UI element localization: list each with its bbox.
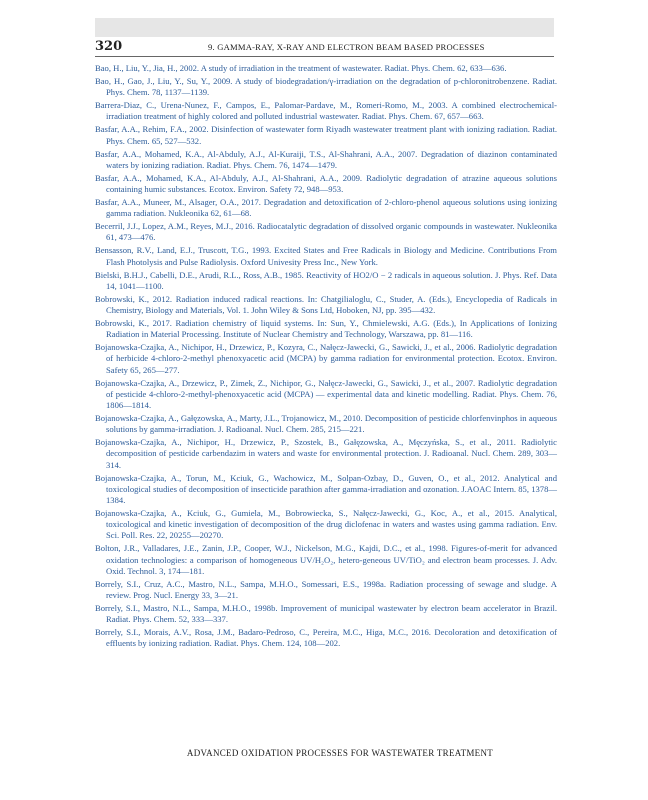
running-title: 9. GAMMA-RAY, X-RAY AND ELECTRON BEAM BASED PROCESSES (208, 42, 485, 52)
reference-item[interactable] (95, 342, 560, 376)
reference-item[interactable] (95, 543, 560, 577)
reference-text[interactable]: Bensasson, R.V., Land, E.J., Truscott, T.G., 1993. Excited States and Free Radicals in Biology and Medicine. Contributions From Flash Photolysis and Pulse Radiolysis. Oxford Univesity Press Inc., New York. (95, 245, 560, 267)
page-number: 320 (95, 39, 123, 54)
reference-item[interactable] (95, 269, 560, 292)
reference-item[interactable] (95, 197, 560, 219)
reference-item[interactable] (95, 508, 560, 542)
reference-text[interactable]: Bojanowska-Czajka, A., Drzewicz, P., Zimek, Z., Nichipor, G., Nałęcz-Jawecki, G., Sawicki, J., et al., 2007. Radiolytic degradation of pesticide 4-chloro-2-methyl-phenoxyacetic acid (MCPA) — experimental data and kinetic modelling. Radiat. Phys. Chem. 76, 1806—1814. (95, 377, 560, 411)
reference-item[interactable] (95, 603, 560, 625)
reference-text[interactable]: Bobrowski, K., 2017. Radiation chemistry of liquid systems. In: Sun, Y., Chmielewski, A.G. (Eds.), In Applications of Ionizing Radiation in Material Processing. Institute of Nuclear Chemistry and Technology, Warszawa, pp. 81—116. (95, 318, 560, 340)
reference-text[interactable]: Becerril, J.J., Lopez, A.M., Reyes, M.J., 2016. Radiocatalytic degradation of dissolved organic compounds in wastewater. Nukleonika 61, 473—476. (95, 221, 560, 243)
reference-text[interactable]: Basfar, A.A., Mohamed, K.A., Al-Abduly, A.J., Al-Kuraiji, T.S., Al-Shahrani, A.A., 2007. Degradation of diazinon contaminated waters by ionizing radiation. Radiat. Phys. Chem. 76, 1474—1479. (95, 148, 560, 170)
reference-item[interactable] (95, 318, 560, 340)
reference-text[interactable]: Bojanowska-Czajka, A., Kciuk, G., Gumiela, M., Bobrowiecka, S., Nałęcz-Jawecki, G., Koc, A., et al., 2015. Analytical, toxicological and kinetic investigation of decomposition of the drug diclofenac in waters and wastes using gamma radiation. Env. Sci. Poll. Res. 22, 20255—20270. (95, 508, 560, 541)
reference-item[interactable] (95, 627, 560, 649)
book-title: ADVANCED OXIDATION PROCESSES FOR WASTEWATER TREATMENT (186, 748, 494, 758)
reference-text[interactable]: Bolton, J.R., Valladares, J.E., Zanin, J.P., Cooper, W.J., Nickelson, M.G., Kajdi, D.C., et al., 1998. Figures-of-merit for advanced oxidation technologies: a comparison of homogeneous UV/H₂O₂, hetero-geneous UV/TiO₂ and electron beam processes. J. Adv. Oxid. Technol. 3, 174—181. (95, 543, 560, 576)
reference-text[interactable]: Bao, H., Liu, Y., Jia, H., 2002. A study of irradiation in the treatment of wastewater. Radiat. Phys. Chem. 62, 633—636. (95, 63, 507, 73)
reference-text[interactable]: Bielski, B.H.J., Cabelli, D.E., Arudi, R.L., Ross, A.B., 1985. Reactivity of HO2/O − 2 radicals in aqueous solution. J. Phys. Ref. Data 14, 1041—1100. (95, 269, 560, 291)
reference-text[interactable]: Barrera-Diaz, C., Urena-Nunez, F., Campos, E., Palomar-Pardave, M., Romeri-Romo, M., 2003. A combined electrochemical-irradiation treatment of highly colored and polluted industrial wastewater. Radiat. Phys. Chem. 67, 657—663. (95, 100, 557, 122)
reference-item[interactable] (95, 100, 557, 122)
reference-item[interactable] (95, 377, 560, 412)
reference-item[interactable] (95, 413, 560, 435)
reference-item[interactable] (95, 472, 560, 507)
reference-text[interactable]: Basfar, A.A., Mohamed, K.A., Al-Abduly, A.J., Al-Shahrani, A.A., 2009. Radiolytic degradation of atrazine aqueous solutions containing humic substances. Ecotox. Environ. Safety 72, 948—953. (95, 172, 560, 195)
reference-item[interactable] (95, 293, 560, 316)
header-shade-bar (95, 18, 554, 37)
reference-text[interactable]: Bojanowska-Czajka, A., Nichipor, H., Drzewicz, P., Szostek, B., Gałęzowska, A., Męczyńska, S., et al., 2011. Radiolytic decomposition of pesticide carbendazim in waters and waste for environmental protection. J. Radioanal. Nucl. Chem. 289, 303—314. (95, 437, 560, 470)
reference-item[interactable] (95, 124, 560, 146)
running-header (95, 38, 554, 57)
reference-text[interactable]: Borrely, S.I., Cruz, A.C., Mastro, N.L., Sampa, M.H.O., Somessari, E.S., 1998a. Radiation processing of sewage and sludge. A review. Prog. Nucl. Energy 33, 3—21. (95, 578, 560, 601)
reference-text[interactable]: Bojanowska-Czajka, A., Torun, M., Kciuk, G., Wachowicz, M., Solpan-Ozbay, D., Guven, O., et al., 2012. Analytical and toxicological studies of decomposition of insecticide parathion after gamma-irradiation and ozonation. J.AOAC Intern. 85, 1378—1384. (95, 472, 560, 506)
reference-text[interactable]: Bao, H., Gao, J., Liu, Y., Su, Y., 2009. A study of biodegradation/γ-irradiation on the degradation of p-chloronitrobenzene. Radiat. Phys. Chem. 78, 1137—1139. (95, 76, 560, 98)
reference-list (95, 63, 560, 651)
reference-item[interactable] (95, 148, 560, 171)
reference-text[interactable]: Basfar, A.A., Rehim, F.A., 2002. Disinfection of wastewater form Riyadh wastewater treatment plant with ionizing radiation. Radiat. Phys. Chem. 65, 527—532. (95, 124, 560, 146)
reference-item[interactable] (95, 172, 560, 195)
reference-text[interactable]: Borrely, S.I., Morais, A.V., Rosa, J.M., Badaro-Pedroso, C., Pereira, M.C., Higa, M.C., 2016. Decoloration and detoxification of effluents by ionizing radiation. Radiat. Phys. Chem. 124, 108—202. (95, 627, 560, 649)
reference-item[interactable] (95, 245, 560, 267)
running-footer (0, 748, 648, 758)
reference-item[interactable] (95, 63, 557, 74)
reference-text[interactable]: Bobrowski, K., 2012. Radiation induced radical reactions. In: Chatgilialoglu, C., Studer, A. (Eds.), Encyclopedia of Radicals in Chemistry, Biology and Materials, Vol. 1. John Wiley & Sons Ltd, Hoboken, NJ, pp. 395—432. (95, 293, 560, 316)
reference-text[interactable]: Borrely, S.I., Mastro, N.L., Sampa, M.H.O., 1998b. Improvement of municipal wastewater by electron beam accelerator in Brazil. Radiat. Phys. Chem. 52, 333—337. (95, 603, 560, 625)
reference-text[interactable]: Basfar, A.A., Muneer, M., Alsager, O.A., 2017. Degradation and detoxification of 2-chloro-phenol aqueous solutions using ionizing gamma radiation. Nukleonika 62, 61—68. (95, 197, 560, 219)
reference-item[interactable] (95, 76, 560, 98)
reference-text[interactable]: Bojanowska-Czajka, A., Gałęzowska, A., Marty, J.L., Trojanowicz, M., 2010. Decomposition of pesticide chlorfenvinphos in aqueous solutions by gamma-irradiation. J. Radioanal. Nucl. Chem. 285, 215—221. (95, 413, 560, 435)
reference-item[interactable] (95, 221, 560, 243)
reference-text[interactable]: Bojanowska-Czajka, A., Nichipor, H., Drzewicz, P., Kozyra, C., Nałęcz-Jawecki, G., Sawicki, J., et al., 2006. Radiolytic degradation of herbicide 4-chloro-2-methyl phenoxyacetic acid (MCPA) by gamma radiation for environmental protection. Ecotox. Environ. Safety 65, 265—277. (95, 342, 560, 375)
reference-item[interactable] (95, 437, 560, 471)
reference-item[interactable] (95, 578, 560, 601)
